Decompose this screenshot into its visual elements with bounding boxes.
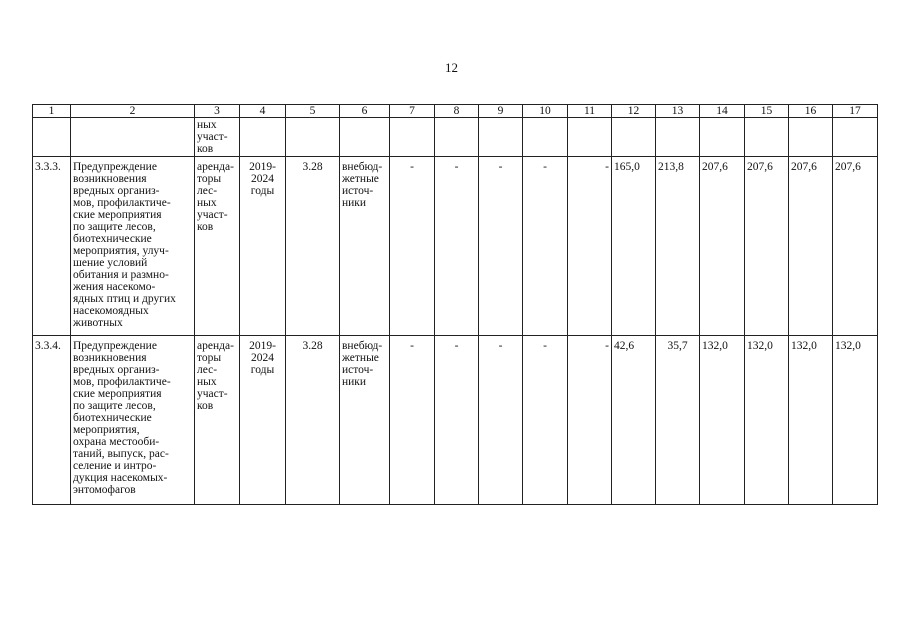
value-cell-col12: 165,0 [612, 157, 656, 336]
column-header: 16 [789, 105, 833, 118]
value-cell-col12: 42,6 [612, 336, 656, 505]
row-number-cell: 3.3.3. [33, 157, 71, 336]
value-cell-col8: - [435, 336, 479, 505]
table-cell [523, 118, 568, 157]
column-header: 4 [240, 105, 286, 118]
column-header: 3 [195, 105, 240, 118]
value-cell-col16: 132,0 [789, 336, 833, 505]
value-cell-col13: 213,8 [656, 157, 700, 336]
table-cell [71, 118, 195, 157]
column-header: 10 [523, 105, 568, 118]
table-cell [745, 118, 789, 157]
table-cell [390, 118, 435, 157]
source-cell: внебюд- жетные источ- ники [340, 157, 390, 336]
value-cell-col14: 132,0 [700, 336, 745, 505]
value-cell-col10: - [523, 157, 568, 336]
column-header: 5 [286, 105, 340, 118]
column-header: 12 [612, 105, 656, 118]
page-number: 12 [445, 60, 458, 75]
header-row [33, 105, 878, 118]
activity-name-cell: Предупреждение возникновения вредных организ- мов, профилактиче- ские мероприятия по защите лесов, биотехнические мероприятия, охрана местооби- таний, выпуск, рас- селение и интро- дукция насекомых- энтомофагов [71, 336, 195, 505]
table-cell [568, 118, 612, 157]
value-cell-col9: - [479, 336, 523, 505]
value-cell-col15: 207,6 [745, 157, 789, 336]
value-cell-col16: 207,6 [789, 157, 833, 336]
column-header: 8 [435, 105, 479, 118]
table-cell [240, 118, 286, 157]
source-cell: внебюд- жетные источ- ники [340, 336, 390, 505]
table-cell [479, 118, 523, 157]
executor-cell: аренда- торы лес- ных участ- ков [195, 336, 240, 505]
value-cell-col13: 35,7 [656, 336, 700, 505]
column-header: 6 [340, 105, 390, 118]
value-cell-col8: - [435, 157, 479, 336]
table-cell [286, 118, 340, 157]
column-header: 9 [479, 105, 523, 118]
column-header: 1 [33, 105, 71, 118]
column-header: 13 [656, 105, 700, 118]
period-cell: 2019- 2024 годы [240, 157, 286, 336]
table-row [33, 157, 878, 336]
table-row [33, 336, 878, 505]
column-header: 14 [700, 105, 745, 118]
value-cell-col14: 207,6 [700, 157, 745, 336]
table-cell [340, 118, 390, 157]
table-cell [656, 118, 700, 157]
table-cell [700, 118, 745, 157]
table-cell [833, 118, 878, 157]
value-cell-col15: 132,0 [745, 336, 789, 505]
value-cell-col7: - [390, 336, 435, 505]
program-table [32, 104, 878, 505]
executor-continuation-cell: ных участ- ков [195, 118, 240, 157]
period-cell: 2019- 2024 годы [240, 336, 286, 505]
executor-cell: аренда- торы лес- ных участ- ков [195, 157, 240, 336]
value-cell-col11: - [568, 336, 612, 505]
value-cell-col11: - [568, 157, 612, 336]
indicator-cell: 3.28 [286, 157, 340, 336]
column-header: 2 [71, 105, 195, 118]
value-cell-col17: 207,6 [833, 157, 878, 336]
indicator-cell: 3.28 [286, 336, 340, 505]
continuation-row [33, 118, 878, 157]
table-cell [789, 118, 833, 157]
table-cell [33, 118, 71, 157]
column-header: 11 [568, 105, 612, 118]
column-header: 17 [833, 105, 878, 118]
value-cell-col10: - [523, 336, 568, 505]
value-cell-col7: - [390, 157, 435, 336]
table-cell [612, 118, 656, 157]
column-header: 7 [390, 105, 435, 118]
value-cell-col9: - [479, 157, 523, 336]
row-number-cell: 3.3.4. [33, 336, 71, 505]
table-cell [435, 118, 479, 157]
value-cell-col17: 132,0 [833, 336, 878, 505]
activity-name-cell: Предупреждение возникновения вредных организ- мов, профилактиче- ские мероприятия по защите лесов, биотехнические мероприятия, улуч- шение условий обитания и размно- жения насекомо- ядных птиц и других насекомоядных животных [71, 157, 195, 336]
column-header: 15 [745, 105, 789, 118]
